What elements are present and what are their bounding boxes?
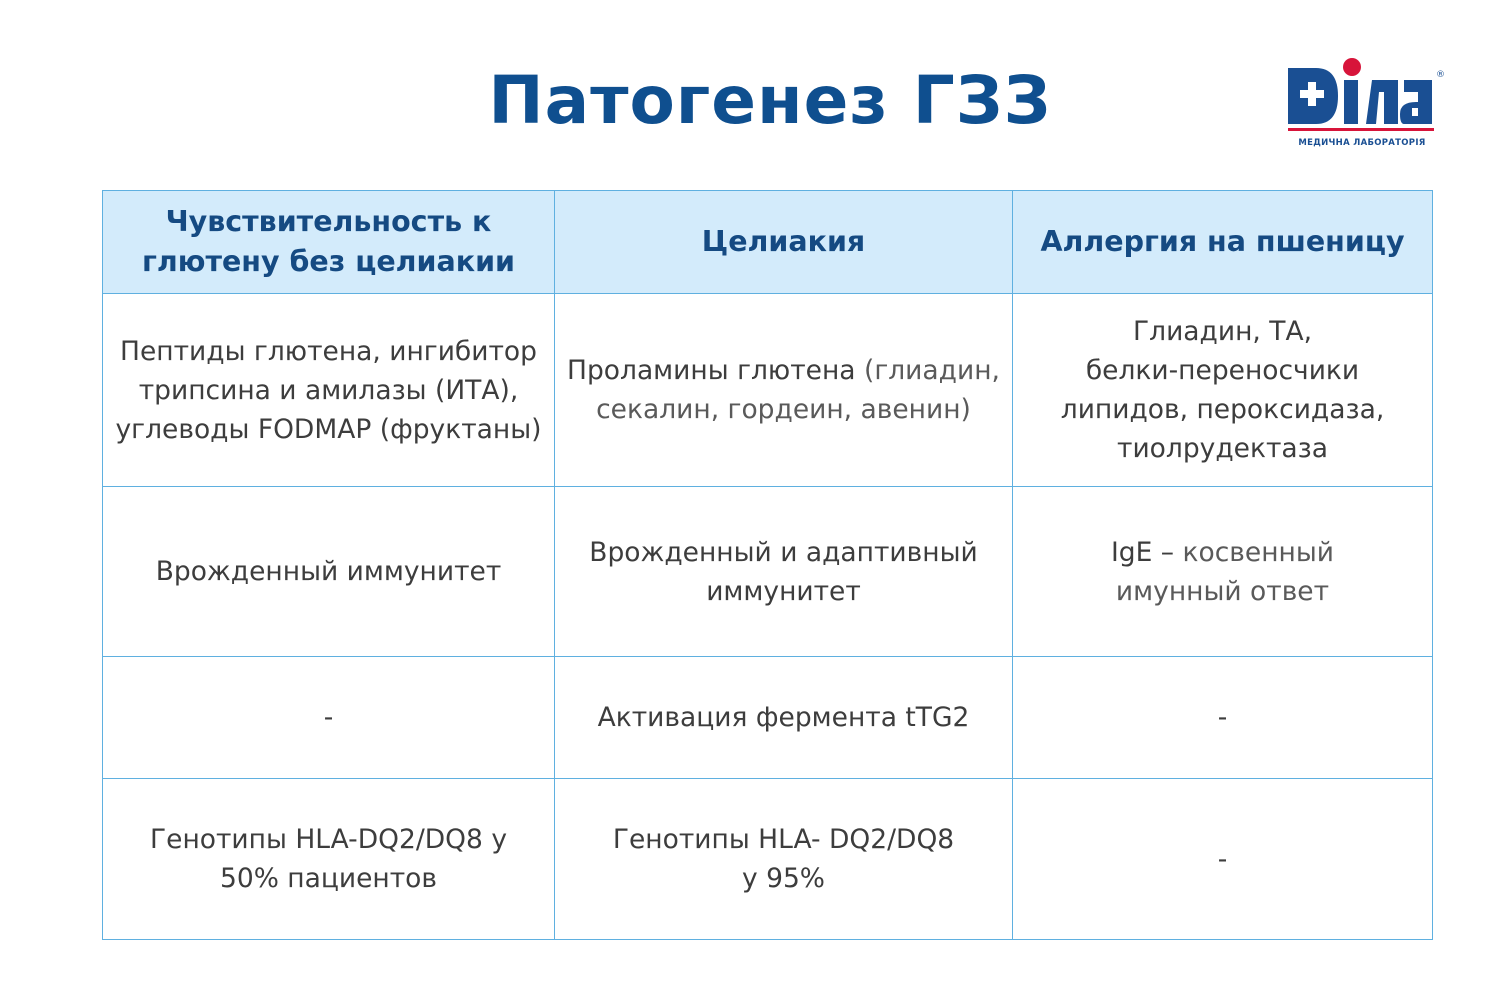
header-celiac <box>555 191 1013 294</box>
cell-text: - <box>323 702 334 733</box>
comparison-table <box>102 190 1433 940</box>
table-cell <box>103 487 555 657</box>
cell-text: секалин, гордеин, авенин) <box>596 394 971 425</box>
cell-text: (глиадин, <box>863 355 1000 386</box>
cell-text: Генотипы HLA- DQ2/DQ8 <box>612 824 955 855</box>
cell-text: белки-переносчики <box>1085 355 1360 386</box>
cell-text: тиолрудектаза <box>1117 433 1328 464</box>
cell-text: иммунитет <box>706 575 861 607</box>
cell-text: Генотипы HLA-DQ2/DQ8 у <box>149 824 508 855</box>
cell-text: Пептиды глютена, ингибитор <box>120 335 537 367</box>
table-cell <box>555 657 1013 779</box>
dila-logo <box>1286 58 1446 148</box>
table-cell <box>103 294 555 487</box>
cell-text: Врожденный иммунитет <box>155 556 502 587</box>
cell-text: трипсина и амилазы (ИТА), <box>138 374 519 406</box>
table-header-row <box>103 191 1433 294</box>
cell-text: - <box>1217 702 1228 733</box>
table-cell <box>1013 294 1433 487</box>
table-cell <box>1013 657 1433 779</box>
cell-text: косвенный <box>1182 536 1334 568</box>
cell-text: Врожденный и адаптивный <box>589 536 978 568</box>
cell-text: - <box>1217 843 1228 875</box>
table-cell <box>1013 779 1433 940</box>
header-gluten-sensitivity <box>103 191 555 294</box>
cell-text: Проламины глютена <box>567 355 856 386</box>
registered-mark: ® <box>1436 70 1445 80</box>
table-row <box>103 657 1433 779</box>
header-wheat-allergy <box>1013 191 1433 294</box>
table-row <box>103 294 1433 487</box>
dila-logo-mark <box>1286 58 1438 138</box>
header-text: глютену без целиакии <box>141 245 516 278</box>
logo-caption: МЕДИЧНА ЛАБОРАТОРІЯ <box>1298 138 1426 148</box>
table-row <box>103 487 1433 657</box>
table-row <box>103 779 1433 940</box>
cell-text: IgE – <box>1110 536 1175 568</box>
header-text: Аллергия на пшеницу <box>1040 225 1405 258</box>
table-cell <box>555 487 1013 657</box>
cell-text: у 95% <box>741 863 825 894</box>
cell-text: Активация фермента tTG2 <box>597 702 970 733</box>
table-cell <box>555 779 1013 940</box>
cell-text: Глиадин, ТА, <box>1132 316 1313 347</box>
header-text: Целиакия <box>701 225 866 258</box>
header-text: Чувствительность к <box>165 205 492 238</box>
cell-text: 50% пациентов <box>219 863 438 894</box>
table-cell <box>103 657 555 779</box>
cell-text: липидов, пероксидаза, <box>1060 394 1385 425</box>
cell-text: имунный ответ <box>1115 575 1330 607</box>
table-cell <box>1013 487 1433 657</box>
page-title: Патогенез ГЗЗ <box>488 62 1052 139</box>
table-cell <box>103 779 555 940</box>
table-cell <box>555 294 1013 487</box>
cell-text: углеводы FODMAP (фруктаны) <box>115 413 542 445</box>
